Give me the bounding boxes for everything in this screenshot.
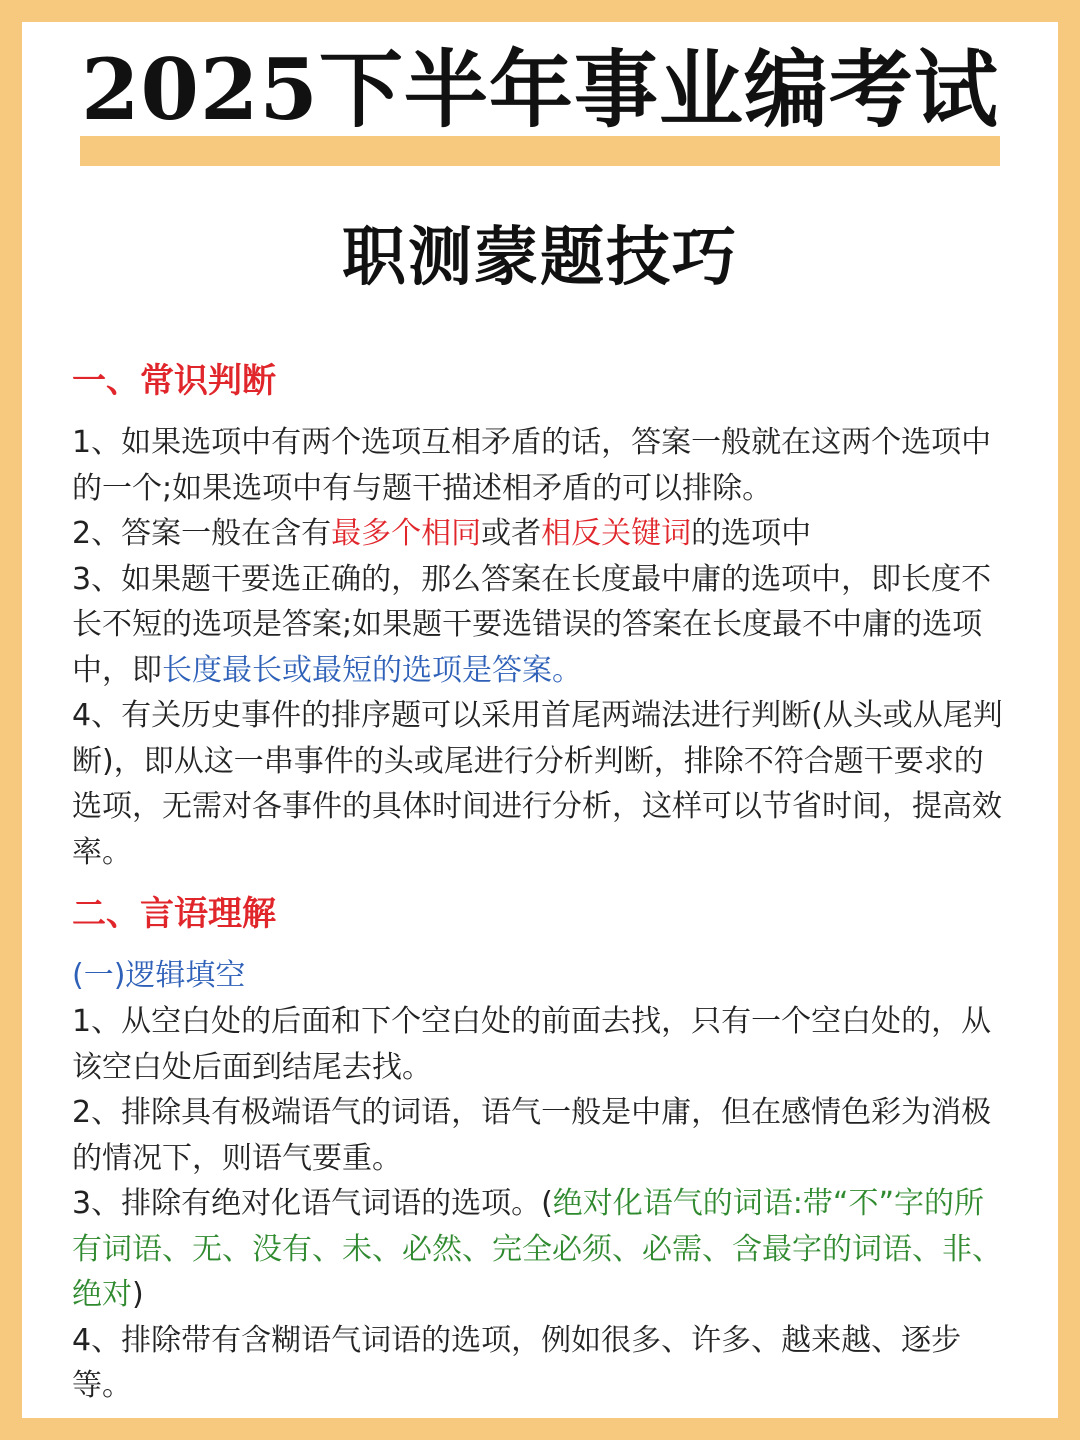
item-text: 2、答案一般在含有 (72, 516, 332, 551)
item-text: 1、如果选项中有两个选项互相矛盾的话，答案一般就在这两个选项中的一个;如果选项中有与题干描述相矛盾的可以排除。 (72, 425, 992, 506)
item-text: 4、有关历史事件的排序题可以采用首尾两端法进行判断(从头或从尾判断)，即从这一串事件的头或尾进行分析判断，排除不符合题干要求的选项，无需对各事件的具体时间进行分析，这样可以节省时间，提高效率。 (72, 698, 1003, 870)
item-text: 3、如果题干要选正确的，那么答案在长度最中庸的选项中，即长度不长不短的选项是答案;如果题干要选错误的答案在长度最不中庸的选项中，即 (72, 561, 992, 688)
page-title: 2025下半年事业编考试 (81, 40, 999, 139)
highlight-red: 相反关键词 (541, 516, 692, 551)
item-text: 2、排除具有极端语气的词语，语气一般是中庸，但在感情色彩为消极的情况下，则语气要重。 (72, 1095, 992, 1176)
list-item (72, 557, 1012, 694)
highlight-green: 绝对化语气的词语:带“不”字的所有词语、无、没有、未、必然、完全必须、必需、含最字的词语、非、绝对 (72, 1186, 1002, 1312)
item-text: ) (132, 1277, 144, 1312)
list-item (72, 1318, 1012, 1409)
title-underline (80, 136, 1000, 166)
item-text: 的选项中 (691, 516, 812, 551)
list-item (72, 1090, 1012, 1181)
subsection-heading: (一)逻辑填空 (72, 958, 246, 993)
item-text: 1、从空白处的后面和下个空白处的前面去找，只有一个空白处的，从该空白处后面到结尾去找。 (72, 1004, 992, 1085)
highlight-blue: 长度最长或最短的选项是答案。 (162, 652, 582, 688)
item-text: 3、排除有绝对化语气词语的选项。( (72, 1186, 553, 1221)
section-heading-verbal: 二、言语理解 (72, 894, 276, 934)
article-body (72, 352, 1012, 1409)
section-heading-common-sense: 一、常识判断 (72, 361, 276, 401)
item-text: 4、排除带有含糊语气词语的选项，例如很多、许多、越来越、逐步等。 (72, 1322, 962, 1403)
list-item (72, 693, 1012, 875)
list-item (72, 999, 1012, 1090)
page-subtitle: 职测蒙题技巧 (342, 221, 738, 295)
list-item (72, 511, 1012, 557)
highlight-red: 最多个相同 (331, 516, 482, 551)
item-text: 或者 (481, 516, 542, 551)
list-item (72, 1181, 1012, 1318)
list-item (72, 420, 1012, 511)
